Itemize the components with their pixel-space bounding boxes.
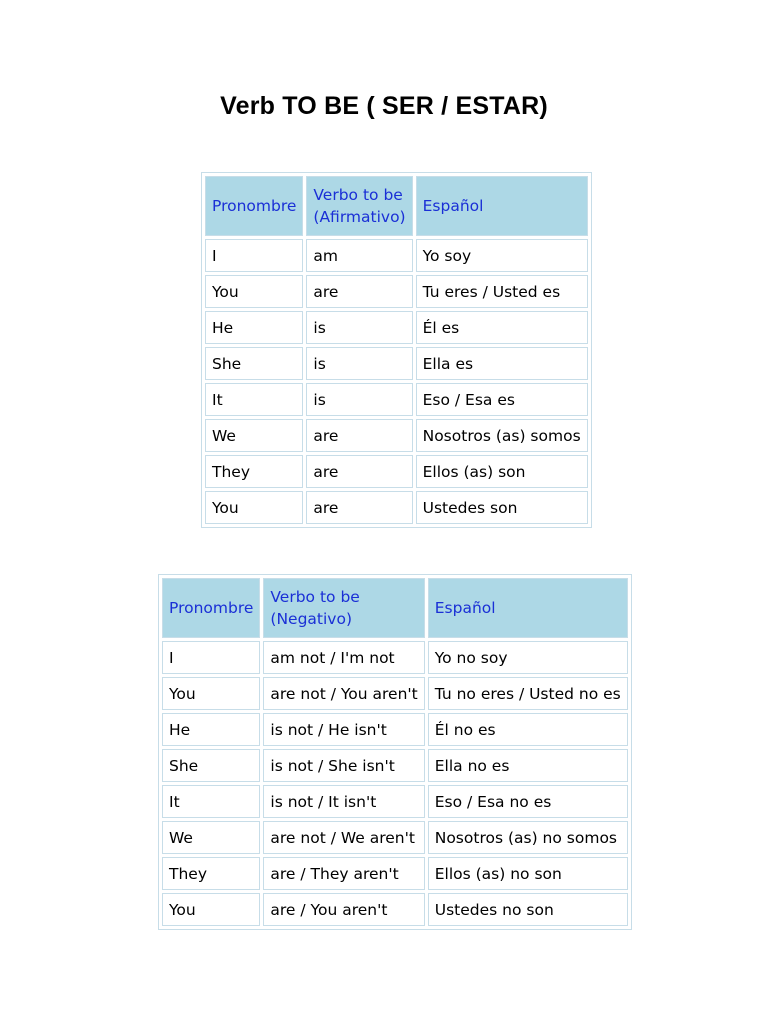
spanish-cell: Ustedes son (416, 491, 588, 524)
spanish-cell: Ellos (as) no son (428, 857, 628, 890)
table-header-row (205, 176, 588, 236)
header-verbo (306, 176, 412, 236)
spanish-cell: Él es (416, 311, 588, 344)
spanish-cell: Yo soy (416, 239, 588, 272)
pronoun-cell: She (205, 347, 303, 380)
negative-table (158, 574, 632, 930)
pronoun-cell: We (162, 821, 260, 854)
pronoun-cell: We (205, 419, 303, 452)
page-title: Verb TO BE ( SER / ESTAR) (220, 92, 548, 120)
header-verbo-line1: Verbo to be (270, 588, 360, 606)
table-row (162, 641, 628, 674)
pronoun-cell: You (162, 677, 260, 710)
verb-cell: are (306, 491, 412, 524)
table-row (162, 821, 628, 854)
header-pronombre: Pronombre (205, 176, 303, 236)
spanish-cell: Eso / Esa es (416, 383, 588, 416)
pronoun-cell: They (162, 857, 260, 890)
table-row (162, 893, 628, 926)
table-row (205, 275, 588, 308)
verb-cell: are (306, 419, 412, 452)
pronoun-cell: You (162, 893, 260, 926)
verb-cell: is not / She isn't (263, 749, 424, 782)
header-pronombre: Pronombre (162, 578, 260, 638)
affirmative-table (201, 172, 592, 528)
spanish-cell: Yo no soy (428, 641, 628, 674)
verb-cell: is not / He isn't (263, 713, 424, 746)
table-row (162, 713, 628, 746)
spanish-cell: Él no es (428, 713, 628, 746)
verb-cell: am (306, 239, 412, 272)
header-verbo-line2: (Afirmativo) (313, 208, 406, 226)
spanish-cell: Nosotros (as) no somos (428, 821, 628, 854)
spanish-cell: Ella no es (428, 749, 628, 782)
table-row (162, 785, 628, 818)
table-row (205, 419, 588, 452)
table-row (162, 857, 628, 890)
pronoun-cell: They (205, 455, 303, 488)
table-row (205, 383, 588, 416)
verb-cell: am not / I'm not (263, 641, 424, 674)
verb-cell: is not / It isn't (263, 785, 424, 818)
pronoun-cell: You (205, 491, 303, 524)
pronoun-cell: You (205, 275, 303, 308)
pronoun-cell: It (162, 785, 260, 818)
spanish-cell: Nosotros (as) somos (416, 419, 588, 452)
table-row (205, 455, 588, 488)
verb-cell: is (306, 311, 412, 344)
pronoun-cell: He (162, 713, 260, 746)
header-verbo-line1: Verbo to be (313, 186, 403, 204)
verb-cell: are / They aren't (263, 857, 424, 890)
pronoun-cell: I (205, 239, 303, 272)
pronoun-cell: It (205, 383, 303, 416)
table-header-row (162, 578, 628, 638)
header-espanol: Español (428, 578, 628, 638)
pronoun-cell: She (162, 749, 260, 782)
verb-cell: are not / You aren't (263, 677, 424, 710)
pronoun-cell: I (162, 641, 260, 674)
spanish-cell: Tu eres / Usted es (416, 275, 588, 308)
verb-cell: is (306, 383, 412, 416)
spanish-cell: Eso / Esa no es (428, 785, 628, 818)
spanish-cell: Ustedes no son (428, 893, 628, 926)
verb-cell: are not / We aren't (263, 821, 424, 854)
header-verbo-line2: (Negativo) (270, 610, 353, 628)
verb-cell: are (306, 455, 412, 488)
verb-cell: is (306, 347, 412, 380)
spanish-cell: Ellos (as) son (416, 455, 588, 488)
spanish-cell: Ella es (416, 347, 588, 380)
verb-cell: are / You aren't (263, 893, 424, 926)
pronoun-cell: He (205, 311, 303, 344)
verb-cell: are (306, 275, 412, 308)
table-row (205, 491, 588, 524)
spanish-cell: Tu no eres / Usted no es (428, 677, 628, 710)
table-row (162, 677, 628, 710)
table-row (162, 749, 628, 782)
table-row (205, 311, 588, 344)
table-row (205, 239, 588, 272)
header-espanol: Español (416, 176, 588, 236)
table-row (205, 347, 588, 380)
header-verbo (263, 578, 424, 638)
